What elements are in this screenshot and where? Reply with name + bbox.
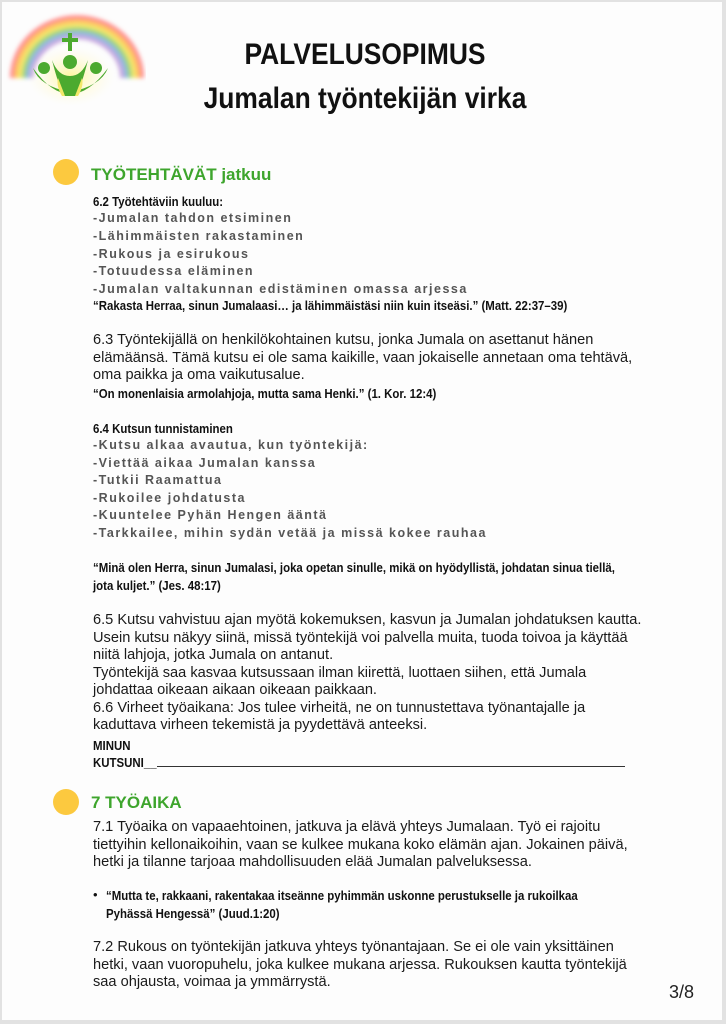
section-bullet-dot xyxy=(53,789,79,815)
text-line: 7.1 Työaika on vapaaehtoinen, jatkuva ja elävä yhteys Jumalaan. Työ ei rajoitu xyxy=(93,819,601,835)
bible-quote: Pyhässä Hengessä” (Juud.1:20) xyxy=(106,906,280,921)
blank-line[interactable] xyxy=(157,754,625,767)
list-item: -Tutkii Raamattua xyxy=(93,473,223,487)
section-heading-tyoaika: 7 TYÖAIKA xyxy=(91,793,182,812)
paragraph-7-1 xyxy=(93,819,663,872)
text-line: kaduttava virheen tekemistä ja pyydettävä anteeksi. xyxy=(93,717,428,733)
subsection-title-6-2: 6.2 Työtehtäviin kuuluu: xyxy=(93,194,224,209)
list-item: -Rukoilee johdatusta xyxy=(93,491,246,505)
minun-label: MINUN xyxy=(93,738,131,753)
text-line: Työntekijä saa kasvaa kutsussaan ilman kiirettä, luottaen siihen, että Jumala xyxy=(93,664,587,681)
text-line: 6.5 Kutsu vahvistuu ajan myötä kokemuksen, kasvun ja Jumalan johdatuksen kautta. xyxy=(93,612,642,628)
document-title: PALVELUSOPIMUS xyxy=(244,38,486,71)
text-line: Usein kutsu näkyy siinä, missä työntekijä voi palvella muita, tuoda toivoa ja käyttää xyxy=(93,629,628,646)
bible-quote: “On monenlaisia armolahjoja, mutta sama Henki.” (1. Kor. 12:4) xyxy=(93,386,437,401)
text-line: niitä lahjoja, jotka Jumala on antanut. xyxy=(93,647,334,663)
text-line: 6.6 Virheet työaikana: Jos tulee virheitä, ne on tunnustettava työnantajalle ja xyxy=(93,699,586,716)
page-number: 3/8 xyxy=(668,982,694,1002)
text-line: hetki, vaan vuoropuhelu, joka kulkee mukana arjessa. Rukouksen kautta työntekijä xyxy=(93,956,627,973)
list-item: -Lähimmäisten rakastaminen xyxy=(93,229,305,243)
section-heading-tyotehtavat: TYÖTEHTÄVÄT jatkuu xyxy=(91,165,272,184)
text-line: 7.2 Rukous on työntekijän jatkuva yhteys työnantajaan. Se ei ole vain yksittäinen xyxy=(93,939,614,955)
document-page xyxy=(2,2,722,1020)
kutsuni-field[interactable] xyxy=(93,754,625,772)
bible-quote: “Minä olen Herra, sinun Jumalasi, joka opetan sinulle, mikä on hyödyllistä, johdatan sinua tiellä, xyxy=(93,560,615,575)
text-line: elämäänsä. Tämä kutsu ei ole sama kaikille, vaan jokaiselle annetaan oma tehtävä, xyxy=(93,349,633,366)
list-item: -Kuuntelee Pyhän Hengen ääntä xyxy=(93,508,328,522)
text-line: johdattaa oikeaan aikaan oikeaan paikkaan. xyxy=(93,682,377,698)
list-item: -Rukous ja esirukous xyxy=(93,247,250,261)
text-line: hetki ja tilanne tarjoaa mahdollisuuden elää Jumalan palveluksessa. xyxy=(93,854,532,870)
bible-quote: “Rakasta Herraa, sinun Jumalaasi… ja lähimmäistäsi niin kuin itseäsi.” (Matt. 22:37–39) xyxy=(93,298,568,313)
list-item: -Tarkkailee, mihin sydän vetää ja missä kokee rauhaa xyxy=(93,526,487,540)
list-item: -Viettää aikaa Jumalan kanssa xyxy=(93,456,317,470)
paragraph-6-3 xyxy=(93,332,663,385)
subsection-title-6-4: 6.4 Kutsun tunnistaminen xyxy=(93,421,233,436)
list-item: -Jumalan valtakunnan edistäminen omassa arjessa xyxy=(93,282,468,296)
paragraph-6-5-6-6 xyxy=(93,612,663,735)
bullet-icon: • xyxy=(93,887,98,902)
document-subtitle: Jumalan työntekijän virka xyxy=(203,82,527,115)
paragraph-7-2 xyxy=(93,939,663,992)
list-item: -Totuudessa eläminen xyxy=(93,264,255,278)
bible-quote: jota kuljet.” (Jes. 48:17) xyxy=(93,578,221,593)
list-item: -Jumalan tahdon etsiminen xyxy=(93,211,293,225)
kutsuni-label: KUTSUNI__ xyxy=(93,755,157,770)
bible-quote: “Mutta te, rakkaani, rakentakaa itseänne pyhimmän uskonne perustukselle ja rukoilkaa xyxy=(106,888,578,903)
text-line: 6.3 Työntekijällä on henkilökohtainen kutsu, jonka Jumala on asettanut hänen xyxy=(93,332,594,348)
list-item: -Kutsu alkaa avautua, kun työntekijä: xyxy=(93,438,369,452)
text-line: tiettyihin kellonaikoihin, vaan se kulkee mukana koko elämän ajan. Jokainen päivä, xyxy=(93,836,628,853)
text-line: saa ohjausta, voimaa ja ymmärrystä. xyxy=(93,974,331,990)
section-bullet-dot xyxy=(53,159,79,185)
text-line: oma paikka ja oma vaikutusalue. xyxy=(93,367,305,383)
